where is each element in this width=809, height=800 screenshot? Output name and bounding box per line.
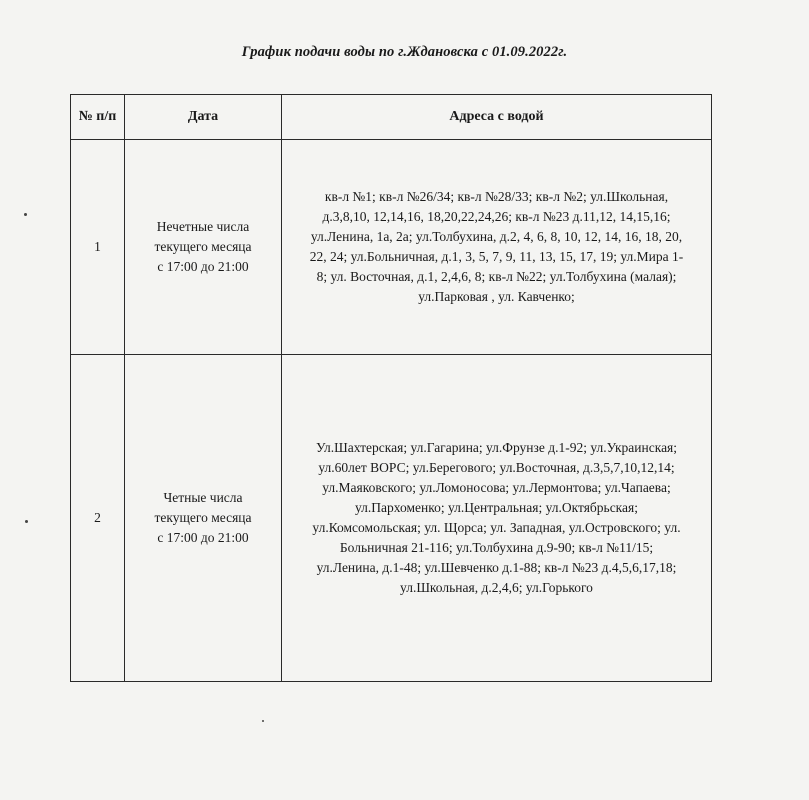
address-line: Больничная 21-116; ул.Толбухина д.9-90; кв-л №11/15; bbox=[339, 540, 654, 555]
address-line: ул.Маяковского; ул.Ломоносова; ул.Лермонтова; ул.Чапаева; bbox=[322, 480, 671, 495]
address-line: ул.Пархоменко; ул.Центральная; ул.Октябрьская; bbox=[354, 500, 638, 515]
row-date bbox=[125, 355, 282, 682]
address-line: 22, 24; ул.Больничная, д.1, 3, 5, 7, 9, 11, 13, 15, 17, 19; ул.Мира 1- bbox=[309, 249, 684, 264]
row-number: 2 bbox=[71, 355, 125, 682]
date-line: Четные числа bbox=[163, 490, 243, 505]
date-line: текущего месяца bbox=[154, 510, 252, 525]
water-schedule-table bbox=[70, 94, 712, 682]
header-date: Дата bbox=[125, 95, 282, 140]
date-line: с 17:00 до 21:00 bbox=[157, 259, 249, 274]
row-addresses bbox=[282, 355, 712, 682]
scan-speck bbox=[262, 720, 264, 722]
address-line: ул.Комсомольская; ул. Щорса; ул. Западная, ул.Островского; ул. bbox=[312, 520, 681, 535]
date-line: с 17:00 до 21:00 bbox=[157, 530, 249, 545]
header-number: № п/п bbox=[71, 95, 125, 140]
row-number: 1 bbox=[71, 140, 125, 355]
table-header-row bbox=[71, 95, 712, 140]
date-line: текущего месяца bbox=[154, 239, 252, 254]
address-line: ул.Школьная, д.2,4,6; ул.Горького bbox=[400, 580, 593, 595]
address-line: Ул.Шахтерская; ул.Гагарина; ул.Фрунзе д.1-92; ул.Украинская; bbox=[315, 440, 678, 455]
table-row bbox=[71, 355, 712, 682]
header-addresses: Адреса с водой bbox=[282, 95, 712, 140]
address-line: 8; ул. Восточная, д.1, 2,4,6, 8; кв-л №22; ул.Толбухина (малая); bbox=[316, 269, 677, 284]
document-title: График подачи воды по г.Ждановска с 01.09.2022г. bbox=[241, 44, 568, 60]
address-line: д.3,8,10, 12,14,16, 18,20,22,24,26; кв-л №23 д.11,12, 14,15,16; bbox=[322, 209, 671, 224]
row-addresses bbox=[282, 140, 712, 355]
scan-speck bbox=[25, 520, 28, 523]
table-row bbox=[71, 140, 712, 355]
row-date bbox=[125, 140, 282, 355]
address-line: ул.Ленина, д.1-48; ул.Шевченко д.1-88; кв-л №23 д.4,5,6,17,18; bbox=[316, 560, 677, 575]
address-line: кв-л №1; кв-л №26/34; кв-л №28/33; кв-л №2; ул.Школьная, bbox=[324, 189, 669, 204]
address-line: ул.Парковая , ул. Кавченко; bbox=[418, 289, 575, 304]
date-line: Нечетные числа bbox=[156, 219, 250, 234]
scan-speck bbox=[24, 213, 27, 216]
address-line: ул.60лет ВОРС; ул.Берегового; ул.Восточная, д.3,5,7,10,12,14; bbox=[318, 460, 675, 475]
address-line: ул.Ленина, 1а, 2а; ул.Толбухина, д.2, 4, 6, 8, 10, 12, 14, 16, 18, 20, bbox=[310, 229, 683, 244]
